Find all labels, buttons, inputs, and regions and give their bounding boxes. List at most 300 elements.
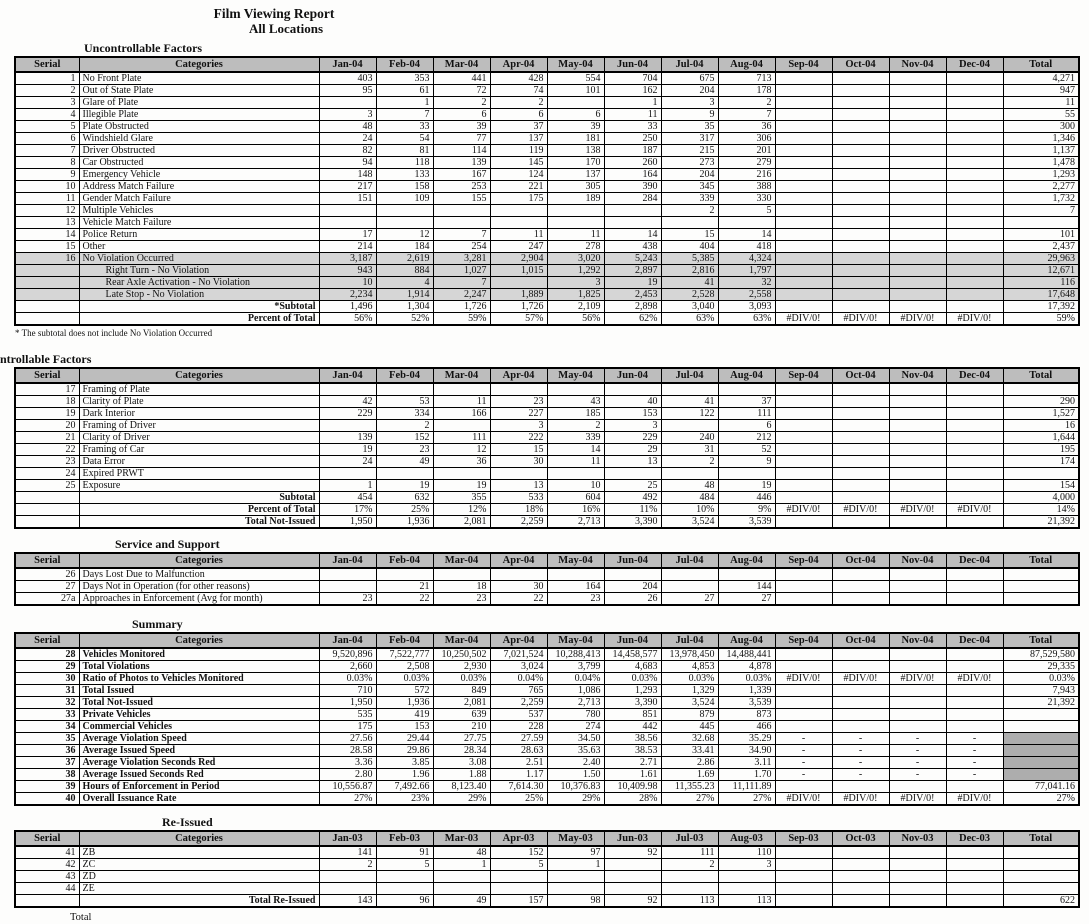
value-cell: 2.51 <box>490 757 547 769</box>
value-cell: 81 <box>376 145 433 157</box>
value-cell: 7,021,524 <box>490 648 547 661</box>
table-row <box>15 648 1079 661</box>
value-cell <box>490 383 547 396</box>
value-cell: 166 <box>433 408 490 420</box>
value-cell: 7 <box>433 277 490 289</box>
value-cell <box>889 277 946 289</box>
value-cell <box>775 709 832 721</box>
value-cell <box>832 661 889 673</box>
value-cell <box>775 697 832 709</box>
total-cell <box>1003 217 1079 229</box>
total-cell: 154 <box>1003 480 1079 492</box>
value-cell <box>832 109 889 121</box>
value-cell: 639 <box>433 709 490 721</box>
value-cell: 54 <box>376 133 433 145</box>
value-cell <box>604 871 661 883</box>
title-block <box>14 6 534 36</box>
value-cell: 2,897 <box>604 265 661 277</box>
value-cell: 27.56 <box>319 733 376 745</box>
value-cell: 82 <box>319 145 376 157</box>
value-cell: 2 <box>433 97 490 109</box>
serial-cell: 25 <box>15 480 79 492</box>
section-summary <box>14 617 1089 806</box>
value-cell: 2,247 <box>433 289 490 301</box>
value-cell <box>832 383 889 396</box>
value-cell: 2 <box>376 420 433 432</box>
value-cell: 4,853 <box>661 661 718 673</box>
value-cell <box>604 468 661 480</box>
value-cell <box>946 133 1003 145</box>
value-cell: 11 <box>433 396 490 408</box>
value-cell: 36 <box>718 121 775 133</box>
value-cell: 1.50 <box>547 769 604 781</box>
value-cell: 5 <box>490 859 547 871</box>
value-cell: 2.86 <box>661 757 718 769</box>
value-cell: 14 <box>604 229 661 241</box>
value-cell: 1.17 <box>490 769 547 781</box>
value-cell: 27% <box>661 793 718 806</box>
value-cell: 1,914 <box>376 289 433 301</box>
value-cell: 2,898 <box>604 301 661 313</box>
value-cell <box>376 871 433 883</box>
value-cell <box>775 253 832 265</box>
table-row <box>15 516 1079 529</box>
table-row <box>15 72 1079 85</box>
value-cell <box>889 456 946 468</box>
value-cell: 484 <box>661 492 718 504</box>
value-cell: 943 <box>319 265 376 277</box>
value-cell: - <box>889 769 946 781</box>
total-cell: 4,271 <box>1003 72 1079 85</box>
table-row <box>15 793 1079 806</box>
total-cell: 1,293 <box>1003 169 1079 181</box>
value-cell: 675 <box>661 72 718 85</box>
value-cell: 879 <box>661 709 718 721</box>
column-header-month: Jan-04 <box>319 633 376 648</box>
column-header-total: Total <box>1003 633 1079 648</box>
value-cell <box>319 217 376 229</box>
value-cell: 17 <box>319 229 376 241</box>
value-cell: 201 <box>718 145 775 157</box>
value-cell: 2,660 <box>319 661 376 673</box>
value-cell: 1.96 <box>376 769 433 781</box>
value-cell <box>661 581 718 593</box>
value-cell: 204 <box>661 169 718 181</box>
value-cell <box>376 205 433 217</box>
serial-cell <box>15 492 79 504</box>
value-cell: 31 <box>661 444 718 456</box>
table-row <box>15 289 1079 301</box>
value-cell: 7 <box>433 229 490 241</box>
column-header-categories: Categories <box>79 368 319 383</box>
table-row <box>15 229 1079 241</box>
value-cell <box>376 883 433 895</box>
value-cell <box>775 480 832 492</box>
re-issued-table <box>14 830 1080 908</box>
value-cell: 8,123.40 <box>433 781 490 793</box>
value-cell: 217 <box>319 181 376 193</box>
value-cell: 101 <box>547 85 604 97</box>
value-cell: 39 <box>433 121 490 133</box>
value-cell <box>604 205 661 217</box>
value-cell: 12% <box>433 504 490 516</box>
value-cell: 1,304 <box>376 301 433 313</box>
column-header-month: Jun-04 <box>604 553 661 568</box>
value-cell <box>775 396 832 408</box>
table-row <box>15 313 1079 326</box>
value-cell <box>946 157 1003 169</box>
value-cell: 227 <box>490 408 547 420</box>
category-cell: Percent of Total <box>79 504 319 516</box>
value-cell: 4,878 <box>718 661 775 673</box>
value-cell: - <box>775 757 832 769</box>
value-cell <box>661 871 718 883</box>
category-cell: Days Lost Due to Malfunction <box>79 568 319 581</box>
value-cell: 27% <box>319 793 376 806</box>
value-cell: 113 <box>661 895 718 908</box>
total-cell: 1,732 <box>1003 193 1079 205</box>
serial-cell: 3 <box>15 97 79 109</box>
value-cell <box>775 568 832 581</box>
value-cell <box>433 205 490 217</box>
value-cell: 240 <box>661 432 718 444</box>
value-cell: 2,558 <box>718 289 775 301</box>
value-cell: 43 <box>547 396 604 408</box>
value-cell <box>832 648 889 661</box>
value-cell: 74 <box>490 85 547 97</box>
uncontrollable-factors-table <box>14 56 1080 326</box>
value-cell: 3,524 <box>661 516 718 529</box>
value-cell <box>547 468 604 480</box>
column-header-month: Apr-04 <box>490 57 547 72</box>
value-cell: #DIV/0! <box>832 793 889 806</box>
value-cell: 428 <box>490 72 547 85</box>
column-header-month: Aug-04 <box>718 553 775 568</box>
value-cell: 873 <box>718 709 775 721</box>
column-header-serial: Serial <box>15 553 79 568</box>
value-cell: 56% <box>319 313 376 326</box>
value-cell: 111 <box>433 432 490 444</box>
value-cell <box>319 581 376 593</box>
value-cell: 49 <box>376 456 433 468</box>
value-cell <box>433 883 490 895</box>
value-cell <box>946 859 1003 871</box>
value-cell: 2,259 <box>490 516 547 529</box>
table-row <box>15 205 1079 217</box>
value-cell <box>946 721 1003 733</box>
value-cell: 3 <box>661 97 718 109</box>
value-cell: 3,024 <box>490 661 547 673</box>
serial-cell <box>15 265 79 277</box>
total-cell: 174 <box>1003 456 1079 468</box>
category-cell: Average Violation Speed <box>79 733 319 745</box>
total-cell: 300 <box>1003 121 1079 133</box>
table-row <box>15 709 1079 721</box>
value-cell: 1,339 <box>718 685 775 697</box>
value-cell: 153 <box>376 721 433 733</box>
value-cell: 141 <box>319 846 376 859</box>
value-cell: 2 <box>661 456 718 468</box>
value-cell <box>946 396 1003 408</box>
value-cell: 2.80 <box>319 769 376 781</box>
table-row <box>15 253 1079 265</box>
value-cell <box>946 883 1003 895</box>
value-cell: 19 <box>376 480 433 492</box>
header-row <box>15 633 1079 648</box>
column-header-month: Jan-04 <box>319 57 376 72</box>
value-cell: 215 <box>661 145 718 157</box>
value-cell: 535 <box>319 709 376 721</box>
serial-cell: 31 <box>15 685 79 697</box>
uncontrollable-factors-heading: Uncontrollable Factors <box>84 41 203 55</box>
value-cell: 10,376.83 <box>547 781 604 793</box>
column-header-total: Total <box>1003 553 1079 568</box>
value-cell: 77 <box>433 133 490 145</box>
category-cell: Expired PRWT <box>79 468 319 480</box>
value-cell <box>775 871 832 883</box>
serial-cell <box>15 277 79 289</box>
value-cell <box>775 492 832 504</box>
value-cell: - <box>775 769 832 781</box>
value-cell <box>433 383 490 396</box>
column-header-month: Jul-04 <box>661 633 718 648</box>
value-cell: 167 <box>433 169 490 181</box>
value-cell <box>604 883 661 895</box>
value-cell: 52% <box>376 313 433 326</box>
value-cell: 390 <box>604 181 661 193</box>
value-cell <box>946 781 1003 793</box>
column-header-total: Total <box>1003 368 1079 383</box>
value-cell: #DIV/0! <box>946 313 1003 326</box>
value-cell <box>718 871 775 883</box>
serial-cell: 34 <box>15 721 79 733</box>
value-cell: 2,816 <box>661 265 718 277</box>
value-cell <box>889 289 946 301</box>
category-cell: Late Stop - No Violation <box>79 289 319 301</box>
value-cell <box>547 383 604 396</box>
value-cell <box>661 217 718 229</box>
value-cell: - <box>889 757 946 769</box>
value-cell: 247 <box>490 241 547 253</box>
value-cell <box>946 444 1003 456</box>
value-cell: 23 <box>433 593 490 606</box>
value-cell <box>889 432 946 444</box>
serial-cell: 7 <box>15 145 79 157</box>
serial-cell: 27a <box>15 593 79 606</box>
value-cell <box>832 697 889 709</box>
total-cell: 7,943 <box>1003 685 1079 697</box>
value-cell: 2,234 <box>319 289 376 301</box>
value-cell: 1 <box>319 480 376 492</box>
value-cell <box>889 229 946 241</box>
value-cell: 279 <box>718 157 775 169</box>
value-cell: - <box>832 757 889 769</box>
table-row <box>15 883 1079 895</box>
value-cell: 57% <box>490 313 547 326</box>
value-cell: - <box>775 733 832 745</box>
column-header-month: Apr-04 <box>490 368 547 383</box>
value-cell <box>946 581 1003 593</box>
column-header-month: Dec-03 <box>946 831 1003 846</box>
category-cell: Address Match Failure <box>79 181 319 193</box>
value-cell: 14 <box>718 229 775 241</box>
value-cell: - <box>889 745 946 757</box>
column-header-total: Total <box>1003 57 1079 72</box>
value-cell <box>946 456 1003 468</box>
value-cell: 3,390 <box>604 516 661 529</box>
category-cell: Multiple Vehicles <box>79 205 319 217</box>
value-cell: 124 <box>490 169 547 181</box>
value-cell: 33.41 <box>661 745 718 757</box>
category-cell: Police Return <box>79 229 319 241</box>
value-cell: 11 <box>547 229 604 241</box>
value-cell: 139 <box>319 432 376 444</box>
value-cell <box>775 432 832 444</box>
value-cell: 253 <box>433 181 490 193</box>
value-cell: 34.90 <box>718 745 775 757</box>
value-cell: 61 <box>376 85 433 97</box>
value-cell: 419 <box>376 709 433 721</box>
total-cell <box>1003 859 1079 871</box>
value-cell <box>775 169 832 181</box>
section-re-issued <box>14 815 1089 908</box>
value-cell: 849 <box>433 685 490 697</box>
column-header-month: Aug-03 <box>718 831 775 846</box>
value-cell: 28.34 <box>433 745 490 757</box>
value-cell: 250 <box>604 133 661 145</box>
serial-cell: 39 <box>15 781 79 793</box>
category-cell: Average Issued Seconds Red <box>79 769 319 781</box>
category-cell: Vehicle Match Failure <box>79 217 319 229</box>
value-cell: 228 <box>490 721 547 733</box>
table-row <box>15 685 1079 697</box>
table-row <box>15 145 1079 157</box>
category-cell: Total Violations <box>79 661 319 673</box>
value-cell: 632 <box>376 492 433 504</box>
total-cell: 29,963 <box>1003 253 1079 265</box>
table-row <box>15 745 1079 757</box>
total-cell <box>1003 733 1079 745</box>
category-cell: Days Not in Operation (for other reasons) <box>79 581 319 593</box>
value-cell <box>718 383 775 396</box>
value-cell <box>889 157 946 169</box>
column-header-month: Jun-04 <box>604 57 661 72</box>
total-cell <box>1003 721 1079 733</box>
value-cell: 175 <box>319 721 376 733</box>
value-cell <box>319 420 376 432</box>
category-cell: Clarity of Plate <box>79 396 319 408</box>
value-cell: 10 <box>547 480 604 492</box>
value-cell: 2,930 <box>433 661 490 673</box>
total-cell: 17,648 <box>1003 289 1079 301</box>
column-header-month: Nov-04 <box>889 633 946 648</box>
value-cell <box>775 456 832 468</box>
column-header-month: Jan-04 <box>319 368 376 383</box>
serial-cell: 6 <box>15 133 79 145</box>
column-header-month: May-04 <box>547 368 604 383</box>
value-cell: 110 <box>718 846 775 859</box>
value-cell <box>775 157 832 169</box>
table-row <box>15 480 1079 492</box>
value-cell <box>775 685 832 697</box>
value-cell <box>832 85 889 97</box>
total-cell: 17,392 <box>1003 301 1079 313</box>
value-cell: 2.40 <box>547 757 604 769</box>
value-cell: 53 <box>376 396 433 408</box>
value-cell: 15 <box>661 229 718 241</box>
value-cell <box>946 121 1003 133</box>
summary-table <box>14 632 1080 806</box>
value-cell: 274 <box>547 721 604 733</box>
column-header-month: Sep-03 <box>775 831 832 846</box>
value-cell: 37 <box>718 396 775 408</box>
total-cell <box>1003 745 1079 757</box>
value-cell <box>775 265 832 277</box>
value-cell <box>946 169 1003 181</box>
column-header-month: Feb-04 <box>376 57 433 72</box>
value-cell <box>889 205 946 217</box>
value-cell: 0.04% <box>490 673 547 685</box>
value-cell <box>946 516 1003 529</box>
value-cell <box>775 193 832 205</box>
table-row <box>15 721 1079 733</box>
value-cell <box>946 145 1003 157</box>
value-cell: 6 <box>718 420 775 432</box>
value-cell: 1,797 <box>718 265 775 277</box>
value-cell <box>889 193 946 205</box>
value-cell <box>661 568 718 581</box>
column-header-month: Oct-04 <box>832 553 889 568</box>
value-cell: 492 <box>604 492 661 504</box>
value-cell <box>832 883 889 895</box>
category-cell: Average Violation Seconds Red <box>79 757 319 769</box>
total-cell: 55 <box>1003 109 1079 121</box>
serial-cell: 38 <box>15 769 79 781</box>
table-row <box>15 121 1079 133</box>
value-cell <box>832 157 889 169</box>
value-cell <box>889 721 946 733</box>
value-cell: - <box>832 769 889 781</box>
total-cell: 195 <box>1003 444 1079 456</box>
value-cell: 27.59 <box>490 733 547 745</box>
value-cell: 9% <box>718 504 775 516</box>
value-cell: - <box>889 733 946 745</box>
serial-cell: 44 <box>15 883 79 895</box>
value-cell <box>889 301 946 313</box>
total-cell <box>1003 757 1079 769</box>
serial-cell: 9 <box>15 169 79 181</box>
value-cell <box>319 883 376 895</box>
column-header-month: Oct-03 <box>832 831 889 846</box>
value-cell: 38.56 <box>604 733 661 745</box>
value-cell <box>889 661 946 673</box>
value-cell: 9,520,896 <box>319 648 376 661</box>
value-cell: 9 <box>661 109 718 121</box>
value-cell: 1,086 <box>547 685 604 697</box>
category-cell: Clarity of Driver <box>79 432 319 444</box>
section-uncontrollable-factors <box>14 41 1089 339</box>
total-cell: 21,392 <box>1003 697 1079 709</box>
value-cell: 32 <box>718 277 775 289</box>
value-cell: 2 <box>661 859 718 871</box>
column-header-month: Aug-04 <box>718 633 775 648</box>
category-cell: Framing of Driver <box>79 420 319 432</box>
value-cell <box>775 721 832 733</box>
value-cell: 39 <box>547 121 604 133</box>
value-cell: 137 <box>490 133 547 145</box>
table-row <box>15 383 1079 396</box>
value-cell: 1,293 <box>604 685 661 697</box>
